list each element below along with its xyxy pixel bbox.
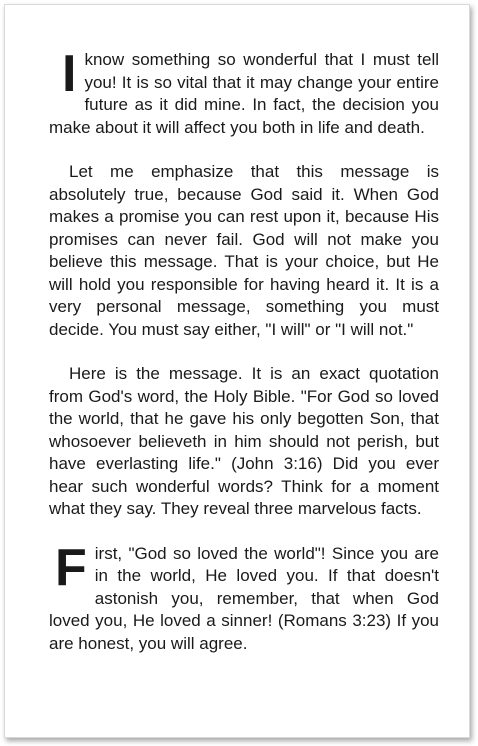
paragraph-3 [49,363,439,521]
paragraph-text: Here is the message. It is an exact quotation from God's word, the Holy Bible. "For God so loved the world, that he gave his only begotten Son, that whosoever believeth in him should not perish, but have everlasting life." (John 3:16) Did you ever hear such wonderful words? Think for a moment what they say. They reveal three marvelous facts. [49,364,439,518]
paragraph-text: know something so wonderful that I must tell you! It is so vital that it may change your entire future as it did mine. In fact, the decision you make about it will affect you both in life and death. [49,50,439,137]
paragraph-1 [49,45,439,139]
drop-cap-letter: I [62,45,77,103]
paragraph-4 [49,538,439,656]
paragraph-2 [49,161,439,341]
paragraph-text: Let me emphasize that this message is absolutely true, because God said it. When God makes a promise you can rest upon it, because His promises can never fail. God will not make you believe this message. That is your choice, but He will hold you responsible for having heard it. It is a very personal message, something you must decide. You must say either, "I will" or "I will not." [49,162,439,339]
tract-page-card [4,4,470,738]
paragraph-text: irst, "God so loved the world"! Since you are in the world, He loved you. If that doesn't astonish you, remember, that when God loved you, He loved a sinner! (Romans 3:23) If you are honest, you will agree. [49,543,439,653]
drop-cap-letter: F [55,538,87,597]
tract-text-body [49,45,439,677]
